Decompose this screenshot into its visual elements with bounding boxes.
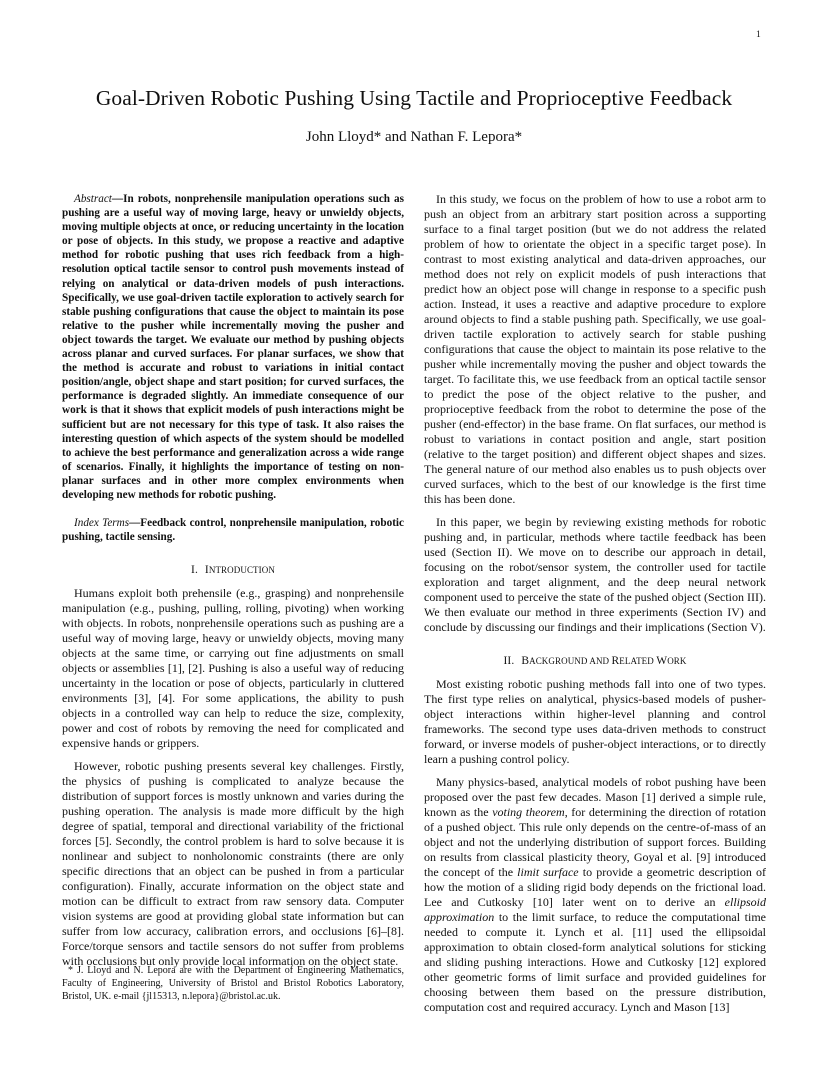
index-terms-lead: Index Terms (74, 517, 130, 530)
left-column (62, 192, 404, 969)
intro-paragraph-2: However, robotic pushing presents several key challenges. Firstly, the physics of pushing is complicated to analyze because the distribution of support forces is mostly unknown and varies during the pushing operation. The analysis is made more difficult by the high degree of spatial, temporal and directional variability of the frictional forces [5]. Secondly, the control problem is hard to solve because it is nonlinear and subject to nonholonomic constraints (there are only specific directions that an object can be pushed in from a particular configuration). Finally, accurate information on the object state and motion can be difficult to extract from raw sensory data. Computer vision systems are good at providing global state information but can suffer from low accuracy, calibration errors, and occlusions [6]–[8]. Force/torque sensors and tactile sensors do not suffer from problems with occlusions but only provide local information on the object state. (62, 759, 404, 969)
index-terms (62, 516, 404, 544)
affiliation-footnote: * J. Lloyd and N. Lepora are with the Department of Engineering Mathematics, Faculty of Engineering, University of Bristol and Bristol Robotics Laboratory, Bristol, UK. e-mail {jl15313, n.lepora}@bristol.ac.uk. (62, 965, 404, 1002)
text-run: Many physics-based, analytical models of robot pushing have been proposed over the past few decades. Mason [1] derived a simple rule, known as the (424, 775, 766, 819)
section-title-part: B (521, 655, 530, 667)
intro-paragraph-4: In this paper, we begin by reviewing existing methods for robotic pushing and, in particular, methods where tactile feedback has been used (Section II). We move on to describe our approach in detail, focusing on the robot/sensor system, the controller used for tactile exploration and target alignment, and the deep neural network component used to perceive the state of the pushed object (Section III). We then evaluate our method in three experiments (Section IV) and conclude by discussing our findings and their implications (Section V). (424, 515, 766, 634)
paper-authors: John Lloyd* and Nathan F. Lepora* (305, 129, 523, 145)
right-column (424, 192, 766, 1015)
background-paragraph-1: Most existing robotic pushing methods fall into one of two types. The first type relies on analytical, physics-based models of pusher-object interactions within higher-level planning and control frameworks. The second type uses data-driven methods to construct forward, or inverse models of pusher-object interactions, or to directly learn a pushing control policy. (424, 677, 766, 766)
emphasis-ellipsoid-approximation: ellipsoid approximation (424, 895, 766, 924)
section-title-part: W (656, 655, 668, 667)
section-number: II. (503, 655, 515, 667)
abstract (62, 192, 404, 502)
section-title-part: ACKGROUND AND (529, 656, 612, 666)
abstract-text: —In robots, nonprehensile manipulation operations such as pushing are a useful way of moving large, heavy or unwieldy objects, moving multiple objects at once, or reducing uncertainty in the location or pose of objects. In this study, we propose a reactive and adaptive method for robotic pushing that uses rich feedback from a high-resolution optical tactile sensor to control push movements instead of relying on analytical or data-driven models of push interactions. Specifically, we use goal-driven tactile exploration to actively search for stable pushing configurations that cause the object to maintain its pose relative to the pusher while incrementally moving the pusher and object towards the target. We evaluate our method by pushing objects across planar and curved surfaces. For planar surfaces, we show that the method is accurate and robust to variations in initial contact position/angle, object shape and start position; for curved surfaces, the performance is degraded slightly. An immediate consequence of our work is that it shows that explicit models of push interactions might be sufficient but are not necessary for this type of task. It also raises the interesting question of which aspects of the system should be modelled to achieve the best performance and generalization across a wide range of scenarios. Finally, it highlights the importance of testing on non-planar surfaces and in other more complex environments when developing new methods for robotic pushing. (62, 193, 404, 501)
section-title-part: ORK (667, 656, 687, 666)
abstract-lead: Abstract (74, 193, 112, 205)
section-title-part: ELATED (619, 656, 657, 666)
paper-title: Goal-Driven Robotic Pushing Using Tactile and Proprioceptive Feedback (95, 86, 733, 110)
text-run: to the limit surface, to reduce the computational time needed to compute it. Lynch et al. [11] used the ellipsoidal approximation to obtain closed-form analytical solutions for sticking and sliding pushing interactions. Howe and Cutkosky [12] explored other geometric forms of limit surface and provided guidelines for choosing between them based on the pressure distribution, computation cost and required accuracy. Lynch and Mason [13] (424, 910, 766, 1014)
emphasis-limit-surface: limit surface (517, 865, 579, 879)
index-terms-text: —Feedback control, nonprehensile manipulation, robotic pushing, tactile sensing. (62, 517, 404, 544)
intro-paragraph-1: Humans exploit both prehensile (e.g., grasping) and nonprehensile manipulation (e.g., pushing, pulling, rolling, pivoting) when working with objects. In robots, nonprehensile operations such as pushing are a useful way of moving large, heavy or unwieldy objects, moving many objects at the same time, or carrying out fine adjustments on small objects or assemblies [1], [2]. Pushing is also a useful way of reducing uncertainty in the location or pose of objects, particularly in cluttered environments [3], [4]. For some applications, the ability to push objects in a controlled way can help to reduce the size, complexity, power and cost of robots by removing the need for complicated and expensive hands or grippers. (62, 586, 404, 751)
emphasis-voting-theorem: voting theorem (492, 805, 565, 819)
page-number: 1 (756, 30, 761, 40)
section-title-rest: NTRODUCTION (208, 565, 275, 576)
section-heading-background (424, 655, 766, 667)
section-title-part: R (611, 655, 620, 667)
section-heading-introduction (62, 564, 404, 576)
intro-paragraph-3: In this study, we focus on the problem of how to use a robot arm to push an object from an arbitrary start position across a supporting surface to a final target position (but we do not address the related problem of how to orientate the object in a specific target pose). In contrast to most existing analytical and data-driven approaches, our method does not rely on explicit models of push interactions that predict how an object pose will change in response to a specific push action. Instead, it uses a reactive and adaptive procedure to explore around objects to find a stable pushing path. Specifically, we use goal-driven tactile exploration to actively search for stable pushing configurations that cause the object to maintain its pose relative to the pusher while incrementally moving the pusher and object towards the target. To facilitate this, we use feedback from an optical tactile sensor to predict the pose of the object relative to the pusher, and proprioceptive feedback from the robot to determine the pose of the pusher (end-effector) in the base frame. On flat surfaces, our method is robust to variations in contact position and angle, start position (relative to the target position) and different object shapes and sizes. The general nature of our method also enables us to push objects over curved surfaces, which to the best of our knowledge is the first time this has been done. (424, 192, 766, 506)
background-paragraph-2 (424, 775, 766, 1015)
section-number: I. (191, 564, 198, 577)
text-run: to provide a geometric description of how the motion of a sliding rigid body depends on the frictional load. Lee and Cutkosky [10] later went on to derive an (424, 865, 767, 909)
text-run: , for determining the direction of rotation of a pushed object. This rule only depends on the centre-of-mass of an object and not the underlying distribution of support forces. Building on results from classical plasticity theory, Goyal et al. [9] introduced the concept of the (424, 805, 767, 879)
section-title-initial: I (204, 564, 209, 577)
